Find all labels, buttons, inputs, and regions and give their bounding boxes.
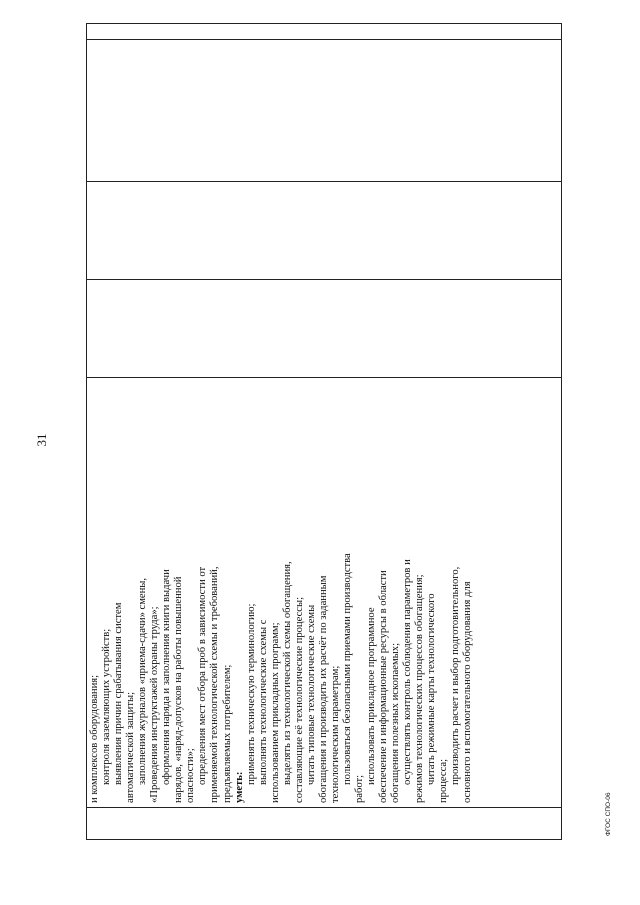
rotated-page (86, 30, 562, 840)
text-line: обогащения и производить их расчёт по заданным (317, 575, 329, 803)
text-line: технологическим параметрам; (329, 665, 341, 803)
text-line: производить расчет и выбор подготовительного, (450, 566, 462, 785)
text-line: и комплексов оборудования; (89, 674, 100, 803)
text-line: предъявляемых потребителем; (221, 664, 233, 803)
text-line: выделять из технологической схемы обогащения, (281, 561, 293, 785)
knowledge-skills-cell (87, 378, 562, 808)
text-line: читать режимные карты технологического (426, 593, 438, 785)
text-line: нарядов, «наряд-допусков на работы повышенной (173, 576, 185, 803)
empty-cell-1 (87, 280, 562, 378)
text-line: использованием прикладных программ; (269, 622, 281, 803)
text-line: определения мест отбора проб в зависимости от (197, 566, 209, 785)
text-line: обогащения полезных ископаемых; (390, 642, 402, 803)
text-line: контроля заземляющих устройств; (101, 628, 113, 785)
table-row (87, 24, 562, 840)
text-line: режимов технологических процессов обогащения; (414, 574, 426, 803)
text-line: составляющие её технологические процессы; (293, 596, 305, 803)
table-container (86, 30, 562, 840)
text-line: «Проведения инструктажей охраны труда»; (149, 606, 161, 803)
knowledge-skills-text (87, 378, 475, 807)
text-line: выявления причин срабатывания систем (113, 602, 125, 785)
text-line: обеспечение и информационные ресурсы в области (378, 570, 390, 803)
text-line: осуществлять контроль соблюдения параметров и (402, 559, 414, 785)
empty-cell-3 (87, 40, 562, 182)
text-line: основного и вспомогательного оборудования для (462, 581, 474, 803)
competency-table (86, 23, 562, 840)
page-number: 31 (34, 433, 49, 447)
text-line: опасности»; (185, 748, 197, 803)
empty-cell-2 (87, 182, 562, 280)
text-line: выполнять технологические схемы с (257, 619, 269, 785)
index-cell (87, 808, 562, 840)
footer-code: ФГОС СПО-06 (605, 792, 612, 836)
text-line: применяемой технологической схемы и требований, (209, 566, 221, 803)
text-line: процесса; (438, 758, 450, 803)
text-line: заполнения журналов «приема-сдачи» смены, (137, 577, 149, 785)
text-line: применять техническую терминологию; (245, 603, 257, 785)
empty-cell-4 (87, 24, 562, 40)
text-line: уметь: (233, 771, 245, 803)
text-line: автоматической защиты; (125, 691, 137, 803)
text-line: оформления наряда и заполнения книги выдачи (161, 569, 173, 785)
text-line: читать типовые технологические схемы (305, 604, 317, 785)
text-line: работ; (354, 774, 366, 803)
text-line: использовать прикладное программное (366, 607, 378, 785)
text-line: пользоваться безопасными приемами производства (341, 553, 353, 785)
